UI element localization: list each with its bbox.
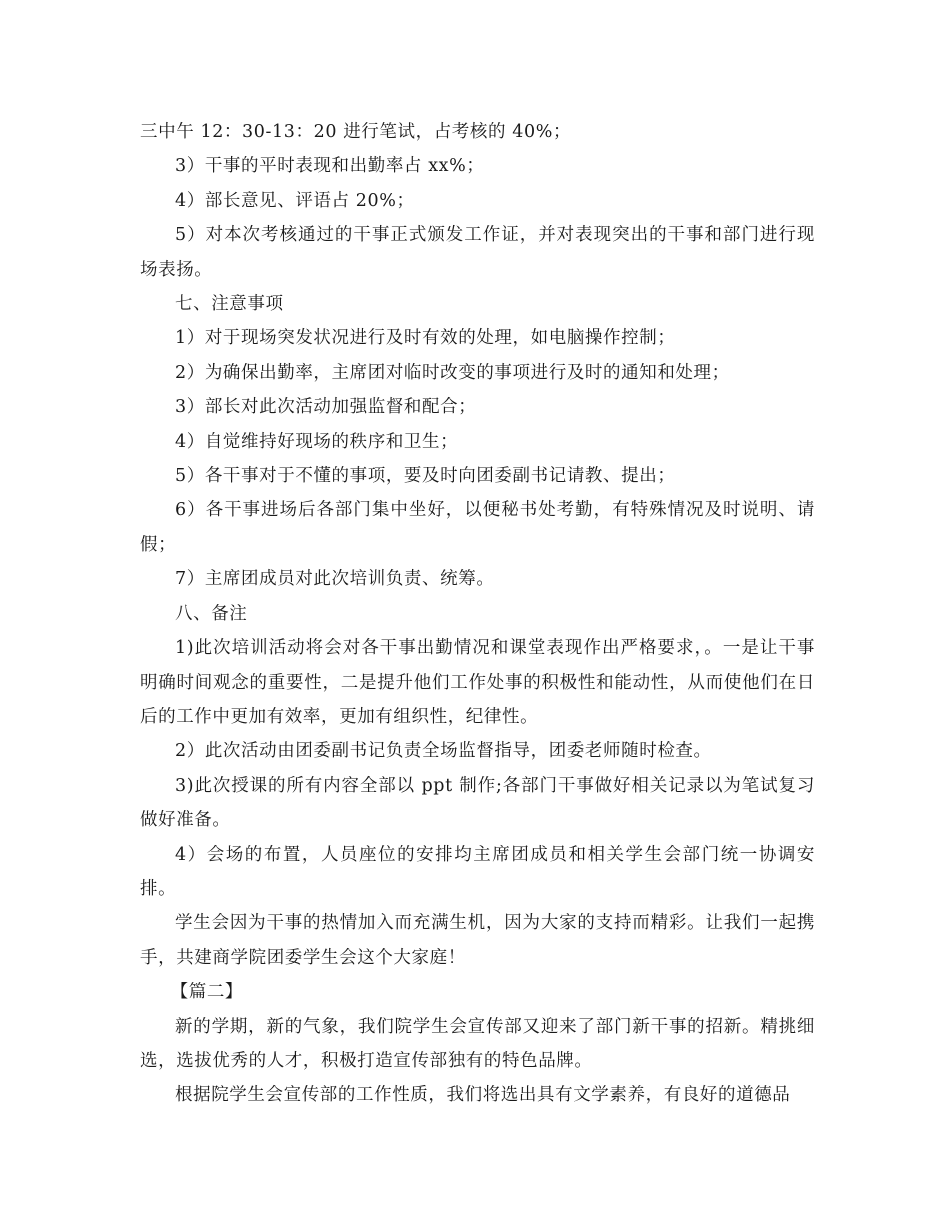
paragraph-remark-2: 2）此次活动由团委副书记负责全场监督指导，团委老师随时检查。 [175,741,712,762]
paragraph-remark-3: 3)此次授课的所有内容全部以 ppt 制作;各部门干事做好相关记录以为笔试复习做好准备。 [140,775,815,831]
paragraph-note-5: 5）各干事对于不懂的事项，要及时向团委副书记请教、提出； [175,466,676,487]
paragraph-attendance-ratio: 3）干事的平时表现和出勤率占 xx%； [175,156,485,177]
paragraph-note-7: 7）主席团成员对此次培训负责、统筹。 [175,569,495,590]
paragraph-remark-4: 4）会场的布置，人员座位的安排均主席团成员和相关学生会部门统一协调安排。 [140,844,815,899]
section-marker-part-two: 【篇二】 [170,982,244,1003]
paragraph-remark-1: 1)此次培训活动将会对各干事出勤情况和课堂表现作出严格要求，。一是让干事明确时间观念的重要性，二是提升他们工作处事的积极性和能动性，从而使他们在日后的工作中更加有效率，更加有组织性，纪律性。 [140,638,815,727]
document-body [140,115,815,1113]
paragraph-note-6: 6）各干事进场后各部门集中坐好，以便秘书处考勤，有特殊情况及时说明、请假； [140,500,815,555]
paragraph-exam-time: 三中午 12：30-13：20 进行笔试，占考核的 40%； [140,122,572,142]
paragraph-selection-criteria: 根据院学生会宣传部的工作性质，我们将选出具有文学素养，有良好的道德品 [175,1085,791,1106]
section-heading-notes: 七、注意事项 [175,294,284,315]
paragraph-note-2: 2）为确保出勤率，主席团对临时改变的事项进行及时的通知和处理； [175,362,730,383]
paragraph-minister-opinion: 4）部长意见、评语占 20%； [175,190,415,211]
paragraph-closing: 学生会因为干事的热情加入而充满生机，因为大家的支持而精彩。让我们一起携手，共建商学院团委学生会这个大家庭！ [140,913,815,968]
paragraph-work-certificate: 5）对本次考核通过的干事正式颁发工作证，并对表现突出的干事和部门进行现场表扬。 [140,225,815,280]
section-heading-remarks: 八、备注 [175,603,248,624]
paragraph-note-4: 4）自觉维持好现场的秩序和卫生； [175,431,459,452]
paragraph-note-1: 1）对于现场突发状况进行及时有效的处理，如电脑操作控制； [175,328,676,349]
paragraph-new-semester: 新的学期，新的气象，我们院学生会宣传部又迎来了部门新干事的招新。精挑细选，选拔优秀的人才，积极打造宣传部独有的特色品牌。 [140,1016,815,1071]
paragraph-note-3: 3）部长对此次活动加强监督和配合； [175,397,477,418]
